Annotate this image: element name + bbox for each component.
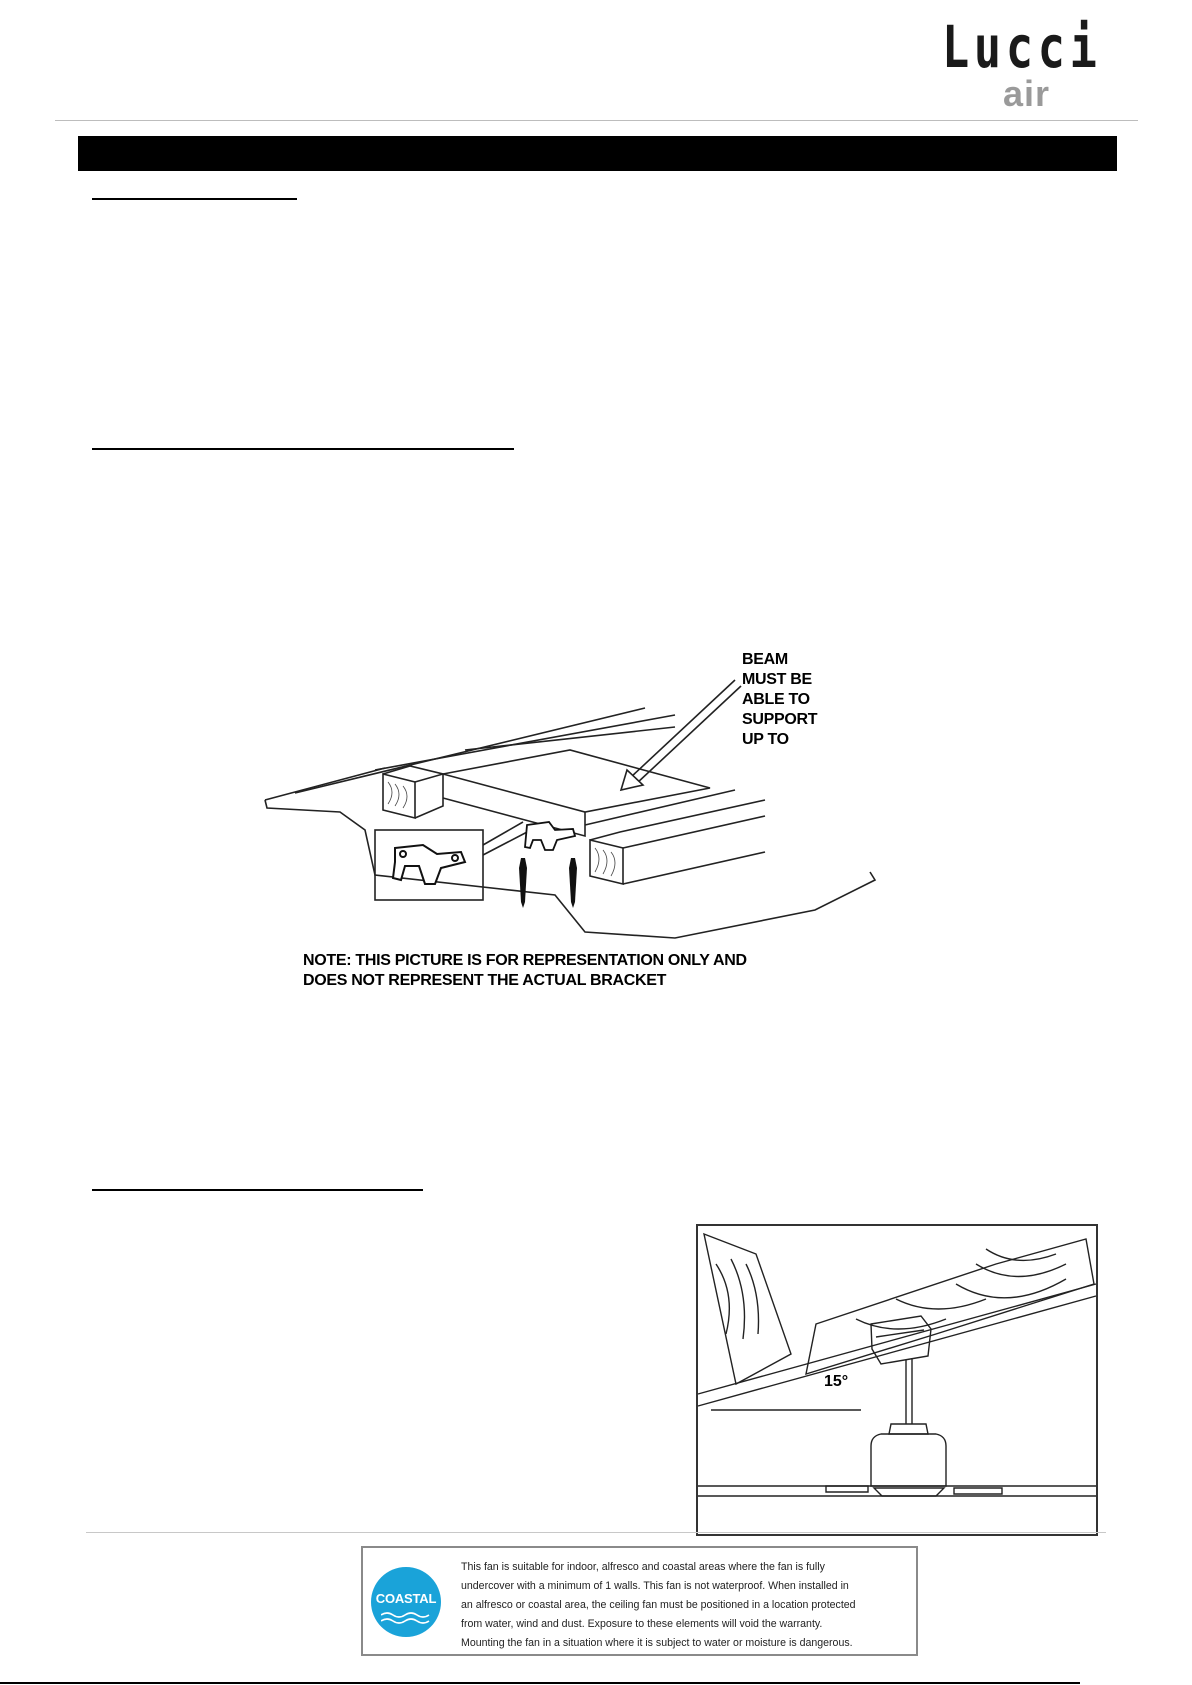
brand-logo-subword: air <box>1003 73 1051 114</box>
slope-angle-label: 15° <box>824 1373 849 1390</box>
coastal-line: an alfresco or coastal area, the ceiling fan must be positioned in a location protected <box>461 1599 856 1611</box>
sloped-ceiling-diagram <box>696 1224 1098 1536</box>
brand-logo-wordmark: Lucci <box>942 13 1102 81</box>
section-heading-underline-3 <box>92 1189 423 1191</box>
section-heading-underline-2 <box>92 448 514 450</box>
beam-support-label <box>742 650 882 750</box>
section-title-bar <box>78 136 1117 171</box>
coastal-badge-label: COASTAL <box>375 1591 437 1606</box>
beam-label-line: BEAM <box>742 651 788 668</box>
coastal-line: This fan is suitable for indoor, alfresco and coastal areas where the fan is fully <box>461 1561 825 1573</box>
page-bottom-rule <box>0 1682 1080 1684</box>
beam-label-line: MUST BE <box>742 671 812 688</box>
section-heading-underline-1 <box>92 198 297 200</box>
coastal-badge <box>371 1567 441 1637</box>
wave-icon <box>381 1611 431 1627</box>
coastal-line: from water, wind and dust. Exposure to these elements will void the warranty. <box>461 1618 823 1630</box>
beam-label-line: UP TO <box>742 731 789 748</box>
beam-label-line: SUPPORT <box>742 711 818 728</box>
header-divider <box>55 120 1138 121</box>
footer-divider <box>86 1532 1106 1533</box>
coastal-line: Mounting the fan in a situation where it is subject to water or moisture is dangerous. <box>461 1637 853 1649</box>
note-line: NOTE: THIS PICTURE IS FOR REPRESENTATION ONLY AND <box>303 952 747 969</box>
beam-label-line: ABLE TO <box>742 691 810 708</box>
coastal-line: undercover with a minimum of 1 walls. This fan is not waterproof. When installed in <box>461 1580 849 1592</box>
coastal-notice-text <box>461 1558 909 1653</box>
coastal-notice-box <box>361 1546 918 1656</box>
representation-note <box>303 951 823 991</box>
note-line: DOES NOT REPRESENT THE ACTUAL BRACKET <box>303 972 667 989</box>
